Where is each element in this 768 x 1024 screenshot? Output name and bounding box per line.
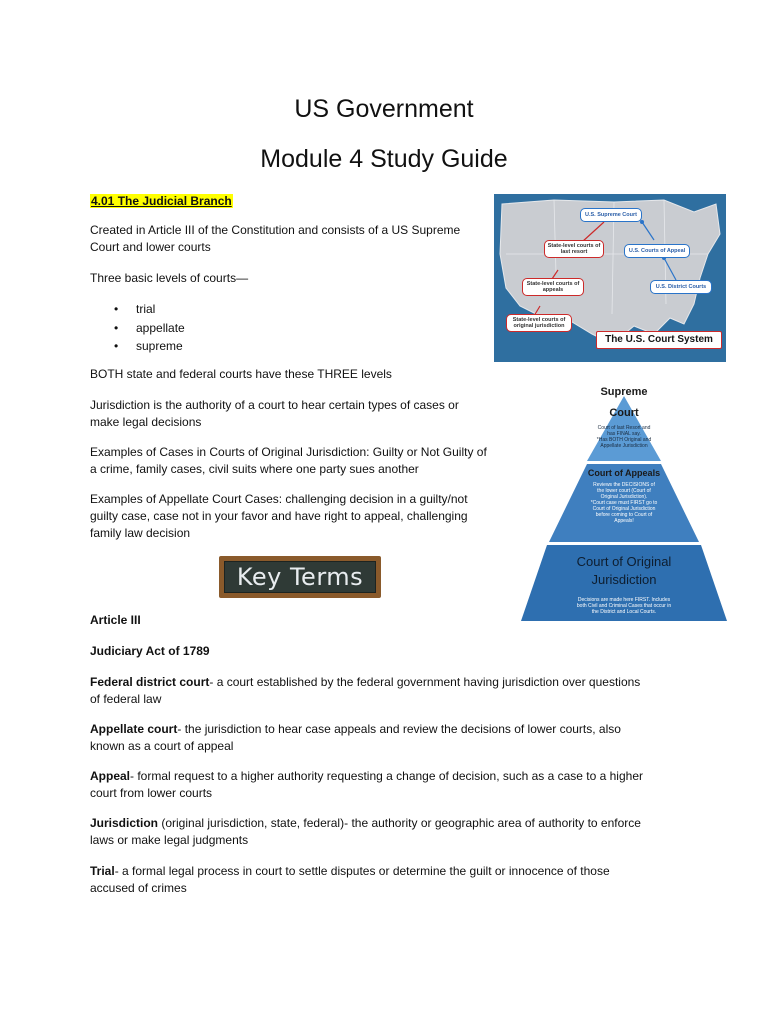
term-definition: - formal request to a higher authority requesting a change of decision, such as a case to a higher bbox=[130, 769, 643, 783]
map-box-state-last-resort: State-level courts of last resort bbox=[544, 240, 604, 258]
pyramid-middle-label: Court of Appeals bbox=[587, 468, 661, 478]
section-heading: 4.01 The Judicial Branch bbox=[91, 194, 232, 208]
pyramid-bottom-notes bbox=[551, 597, 697, 615]
term-label: Article III bbox=[90, 613, 141, 627]
pyramid-note: Reviews the DECISIONS of bbox=[593, 482, 655, 488]
key-terms-banner bbox=[219, 556, 381, 598]
pyramid-note: before coming to Court of bbox=[595, 512, 653, 518]
both-levels-paragraph: BOTH state and federal courts have these THREE levels bbox=[90, 367, 392, 381]
intro-line-2: Court and lower courts bbox=[90, 240, 211, 254]
key-terms-label: Key Terms bbox=[236, 563, 364, 591]
original-line-2: a crime, family cases, civil suits where one party sues another bbox=[90, 462, 419, 476]
map-box-state-appeals: State-level courts of appeals bbox=[522, 278, 584, 296]
pyramid-note: *Court case must FIRST go to bbox=[590, 500, 658, 506]
levels-list bbox=[90, 300, 185, 356]
pyramid-note: Court of Original Jurisdiction bbox=[592, 506, 656, 512]
pyramid-note: Appeals! bbox=[614, 518, 634, 524]
term-definition: - the authority or geographic area of authority to enforce bbox=[344, 816, 641, 830]
term-label: Jurisdiction bbox=[90, 816, 159, 830]
court-pyramid bbox=[521, 376, 727, 629]
page-subtitle: Module 4 Study Guide bbox=[260, 145, 508, 173]
term-label: Trial bbox=[90, 864, 115, 878]
pyramid-note: the District and Local Courts. bbox=[591, 609, 657, 615]
term-label: Appellate court bbox=[90, 722, 178, 736]
term-judiciary-act bbox=[90, 643, 210, 660]
pyramid-note: has FINAL say. bbox=[607, 431, 641, 437]
pyramid-note: Court of last Resort and bbox=[597, 425, 651, 431]
pyramid-note: *Has BOTH Original and bbox=[596, 437, 652, 443]
map-box-supreme: U.S. Supreme Court bbox=[580, 208, 642, 222]
pyramid-note: Appellate Jurisdiction bbox=[600, 443, 648, 449]
term-label: Federal district court bbox=[90, 675, 210, 689]
pyramid-top-label-2: Court bbox=[609, 407, 639, 419]
original-line-1: Examples of Cases in Courts of Original Jurisdiction: Guilty or Not Guilty of bbox=[90, 445, 487, 459]
appellate-examples-paragraph bbox=[90, 491, 468, 542]
pyramid-note: both Civil and Criminal Cases that occur in bbox=[576, 603, 672, 609]
map-box-district: U.S. District Courts bbox=[650, 280, 712, 294]
term-definition-cont: accused of crimes bbox=[90, 881, 187, 895]
chalkboard bbox=[224, 561, 376, 593]
term-federal-district-court bbox=[90, 674, 640, 708]
map-box-courts-of-appeal: U.S. Courts of Appeal bbox=[624, 244, 690, 258]
term-trial bbox=[90, 863, 610, 897]
term-definition: - a court established by the federal government having jurisdiction over questions bbox=[209, 675, 641, 689]
pyramid-bottom-label-1: Court of Original bbox=[576, 554, 672, 569]
intro-line-1: Created in Article III of the Constitution and consists of a US Supreme bbox=[90, 223, 461, 237]
list-item: • trial bbox=[90, 300, 185, 319]
pyramid-top-notes bbox=[584, 425, 664, 449]
pyramid-top-label-1: Supreme bbox=[600, 386, 648, 398]
appellate-line-3: family law decision bbox=[90, 526, 191, 540]
court-system-map bbox=[494, 194, 726, 362]
jurisdiction-line-1: Jurisdiction is the authority of a court to hear certain types of cases or bbox=[90, 398, 459, 412]
list-item: • supreme bbox=[90, 337, 185, 356]
term-definition-cont: of federal law bbox=[90, 692, 162, 706]
term-definition-cont: known as a court of appeal bbox=[90, 739, 234, 753]
term-article-iii bbox=[90, 612, 141, 629]
original-examples-paragraph bbox=[90, 444, 487, 478]
term-appeal bbox=[90, 768, 643, 802]
pyramid-note: Decisions are made here FIRST. Includes bbox=[577, 597, 671, 603]
jurisdiction-paragraph bbox=[90, 397, 459, 431]
appellate-line-2: guilty case, case not in your favor and have right to appeal, challenging bbox=[90, 509, 468, 523]
term-appellate-court bbox=[90, 721, 621, 755]
levels-intro: Three basic levels of courts— bbox=[90, 271, 249, 285]
term-jurisdiction bbox=[90, 815, 641, 849]
term-label: Appeal bbox=[90, 769, 131, 783]
pyramid-note: the lower court (Court of bbox=[597, 488, 651, 494]
pyramid-note: Original Jurisdiction). bbox=[600, 494, 648, 500]
map-box-state-original: State-level courts of original jurisdiction bbox=[506, 314, 572, 332]
intro-paragraph bbox=[90, 222, 460, 256]
map-banner: The U.S. Court System bbox=[596, 331, 722, 349]
term-definition: - the jurisdiction to hear case appeals and review the decisions of lower courts, also bbox=[177, 722, 621, 736]
term-definition: - a formal legal process in court to settle disputes or determine the guilt or innocence of those bbox=[114, 864, 610, 878]
term-label: Judiciary Act of 1789 bbox=[90, 644, 210, 658]
page-title: US Government bbox=[294, 95, 474, 123]
list-item: • appellate bbox=[90, 319, 185, 338]
pyramid-middle-notes bbox=[571, 482, 677, 524]
term-qualifier: (original jurisdiction, state, federal) bbox=[158, 816, 345, 830]
pyramid-bottom-label-2: Jurisdiction bbox=[591, 572, 657, 587]
term-definition-cont: court from lower courts bbox=[90, 786, 213, 800]
jurisdiction-line-2: make legal decisions bbox=[90, 415, 202, 429]
appellate-line-1: Examples of Appellate Court Cases: challenging decision in a guilty/not bbox=[90, 492, 468, 506]
term-definition-cont: laws or make legal judgments bbox=[90, 833, 249, 847]
